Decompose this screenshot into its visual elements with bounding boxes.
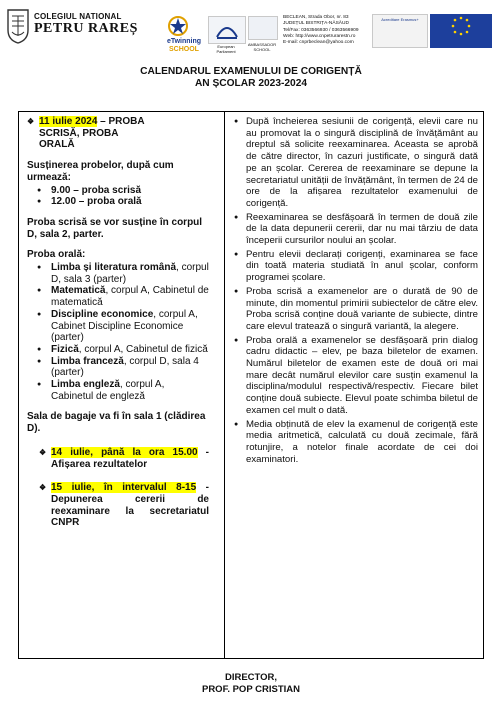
- eu-flag-logo: [430, 14, 492, 48]
- subject-name: Discipline economice: [51, 308, 154, 320]
- school-name-line2: PETRU RAREȘ: [34, 21, 138, 36]
- rule-paragraph: ● Proba scrisă a examenelor are o durată de 90 de minute, din momentul primirii subiectelor de către elev. Proba scrisă conține două variante de subiecte, dintre care elevul tratează o singură variantă, la alegere.: [234, 286, 478, 333]
- subject-item: [27, 379, 209, 402]
- subject-location: , corpul D, sala 3 (parter): [51, 262, 209, 285]
- written-exam-location: Proba scrisă se vor susține în corpul D, sala 2, parter.: [27, 216, 203, 240]
- subject-location: , corpul A, Cabinet Discipline Economice (parter): [51, 308, 198, 344]
- luggage-room-note: Sala de bagaje va fi în sala 1 (clădirea D).: [27, 411, 206, 435]
- etwinning-school-label: SCHOOL: [169, 46, 199, 53]
- rules-list: [234, 116, 478, 465]
- checkbox-icon: ❖: [27, 117, 35, 126]
- ambassador-caption: AMBASSADOR SCHOOL: [247, 42, 277, 52]
- subject-item: [27, 262, 209, 285]
- time-item: ● 12.00 – proba orală: [27, 196, 209, 208]
- contact-block: [283, 15, 358, 46]
- subject-name: Limba franceză: [51, 355, 124, 367]
- school-crest-icon: [6, 8, 30, 44]
- document-header: [0, 0, 502, 62]
- rule-paragraph: ● Media obținută de elev la examenul de corigență este media aritmetică, calculată cu două zecimale, fără rotunjire, a notelor finale acordate de cei doi examinatori.: [234, 419, 478, 466]
- subject-name: Fizică: [51, 343, 79, 355]
- signature-name: PROF. POP CRISTIAN: [201, 684, 300, 695]
- times-list: [27, 185, 209, 208]
- results-date: 14 iulie, până la ora 15.00: [51, 446, 198, 458]
- ambassador-school-logo: [248, 16, 278, 40]
- subject-item: [27, 344, 209, 356]
- etwinning-label: eTwinning: [166, 38, 202, 45]
- title-line1: CALENDARUL EXAMENULUI DE CORIGENȚĂ: [140, 66, 362, 77]
- schedule-intro: Susținerea probelor, după cum urmează:: [27, 160, 174, 183]
- checkbox-icon: ❖: [39, 447, 47, 457]
- signature-block: [0, 672, 502, 696]
- subjects-list: [27, 262, 209, 402]
- exam-date: 11 iulie 2024: [39, 116, 98, 127]
- reexam-text: - Depunerea cererii de reexaminare la secretariatul CNPR: [51, 482, 209, 529]
- exam-date-rest-a: – PROBA: [97, 116, 145, 127]
- contact-line: Web: http://www.cnpetrurarestn.ro: [283, 33, 356, 39]
- rule-paragraph: ● Reexaminarea se desfășoară în termen de două zile de la data depunerii cererii, dar nu mai târziu de data începerii cursurilor noului an școlar.: [234, 212, 478, 247]
- school-name-line1: COLEGIUL NATIONAL: [34, 12, 122, 21]
- rules-column: [234, 116, 478, 467]
- subject-name: Limba și literatura română: [51, 262, 177, 274]
- subject-location: , corpul D, sala 4 (parter): [51, 355, 199, 379]
- contact-line: BECLEAN, Strada Obor, nr. 83: [283, 15, 349, 20]
- subject-location: , corpul A, Cabinetul de matematică: [51, 285, 209, 309]
- subject-item: [27, 309, 209, 344]
- ep-caption: European Parliament: [216, 44, 236, 54]
- reexam-request-item: [27, 482, 209, 529]
- title-line2: AN ȘCOLAR 2023-2024: [194, 78, 308, 89]
- subject-location: , corpul A, Cabinetul de fizică: [78, 343, 208, 355]
- accreditation-caption: Acreditare Erasmus+: [381, 17, 419, 22]
- time-item: ● 9.00 – proba scrisă: [27, 185, 209, 197]
- oral-exam-title: Proba orală:: [27, 249, 86, 261]
- school-name: [34, 12, 138, 37]
- etwinning-logo: [164, 12, 204, 54]
- erasmus-accreditation-logo: [372, 14, 428, 48]
- document-title: [0, 66, 502, 90]
- etwinning-star-icon: [164, 12, 204, 38]
- column-divider: [224, 112, 225, 658]
- exam-date-item: [27, 116, 209, 151]
- subject-item: [27, 285, 209, 308]
- exam-date-rest-b: SCRISĂ, PROBA: [39, 127, 119, 139]
- reexam-date: 15 iulie, în intervalul 8-15: [51, 482, 197, 494]
- schedule-column: [27, 116, 209, 529]
- rule-paragraph: ● Pentru elevii declarați corigenți, examinarea se face din toată materia studiată în anul școlar, conform programei școlare.: [234, 249, 478, 284]
- subject-name: Matematică: [51, 285, 106, 297]
- checkbox-icon: ❖: [39, 483, 47, 493]
- calendar-table: [18, 111, 484, 659]
- exam-date-rest-c: ORALĂ: [39, 139, 75, 151]
- signature-role: DIRECTOR,: [224, 672, 278, 683]
- subject-name: Limba engleză: [51, 379, 120, 391]
- results-text: - Afișarea rezultatelor: [51, 446, 209, 470]
- contact-line: JUDEȚUL BISTRIȚA-NĂSĂUD: [283, 21, 349, 27]
- results-item: [27, 447, 209, 470]
- subject-location: , corpul A, Cabinetul de engleză: [51, 379, 165, 402]
- contact-line: Tel/Fax: 0363566930 / 0363566909: [283, 27, 359, 33]
- european-parliament-logo: [208, 16, 246, 44]
- rule-paragraph: ● Proba orală a examenelor se desfășoară prin dialog cadru didactic – elev, pe baza biletelor de examen. Numărul biletelor de examen este de două ori mai mare decât numărul elevilor care susțin examenul la disciplina/modulul respectivă/respectiv. Fiecare bilet conține două subiecte. Elevul poate schimba biletul de examen cel mult o dată.: [234, 335, 478, 417]
- contact-line: E-mail: cnprbeclean@yahoo.com: [283, 40, 354, 46]
- eu-stars-icon: [430, 14, 492, 42]
- parliament-icon: [209, 17, 245, 43]
- subject-item: [27, 356, 209, 379]
- rule-paragraph: ● După încheierea sesiunii de corigență, elevii care nu au promovat la o singură disciplină de învățământ au dreptul să solicite reexaminarea. Aceasta se aprobă de către director, în cazuri justificate, o singură dată pe an școlar. Cererea de reexaminare se depune la secretariatul unității de învățământ, în termen de 24 de ore de la afișarea rezultatelor examenului de corigență.: [234, 116, 478, 210]
